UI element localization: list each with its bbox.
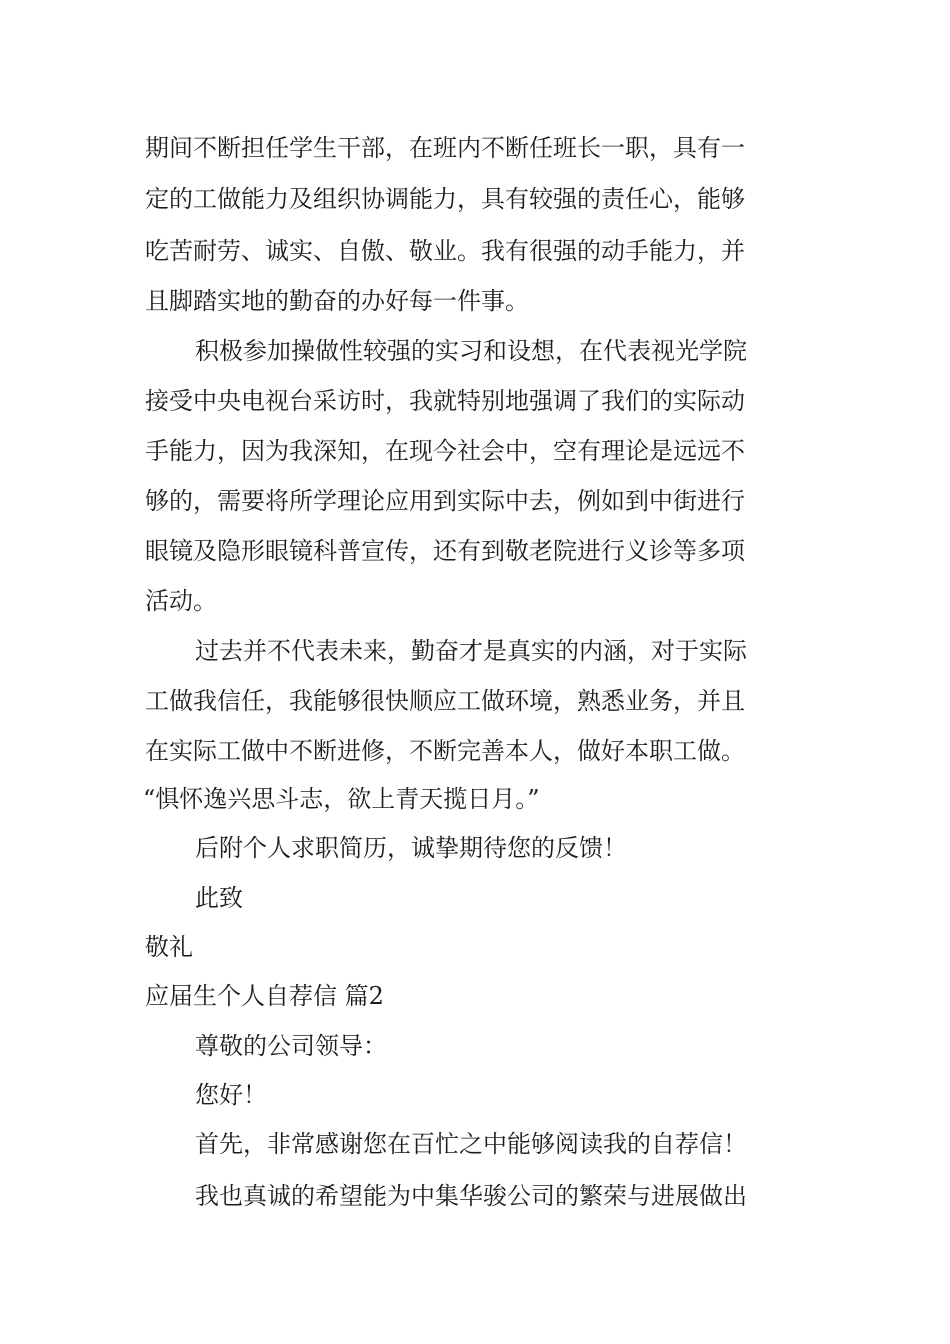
quote-line: “惧怀逸兴思斗志，欲上青天揽日月。” bbox=[143, 785, 540, 813]
paragraph-first-line: 积极参加操做性较强的实习和设想，在代表视光学院 bbox=[195, 337, 747, 365]
text-line: 接受中央电视台采访时，我就特别地强调了我们的实际动 bbox=[145, 387, 745, 415]
closing-line: 后附个人求职简历，诚挚期待您的反馈！ bbox=[195, 834, 627, 862]
text-line: 够的，需要将所学理论应用到实际中去，例如到中街进行 bbox=[145, 487, 745, 515]
paragraph-first-line: 首先，非常感谢您在百忙之中能够阅读我的自荐信！ bbox=[195, 1130, 747, 1158]
text-line: 手能力，因为我深知，在现今社会中，空有理论是远远不 bbox=[145, 437, 745, 465]
text-line: 眼镜及隐形眼镜科普宣传，还有到敬老院进行义诊等多项 bbox=[145, 537, 745, 565]
text-line: 且脚踏实地的勤奋的办好每一件事。 bbox=[145, 287, 529, 315]
text-line: 期间不断担任学生干部，在班内不断任班长一职，具有一 bbox=[145, 134, 745, 162]
text-line: 定的工做能力及组织协调能力，具有较强的责任心，能够 bbox=[145, 185, 745, 213]
text-line: 活动。 bbox=[145, 587, 217, 615]
paragraph-first-line: 我也真诚的希望能为中集华骏公司的繁荣与进展做出 bbox=[195, 1182, 747, 1210]
text-line: 在实际工做中不断进修，不断完善本人，做好本职工做。 bbox=[145, 737, 745, 765]
paragraph-first-line: 过去并不代表未来，勤奋才是真实的内涵，对于实际 bbox=[195, 637, 747, 665]
section-heading: 应届生个人自荐信 篇2 bbox=[145, 982, 384, 1010]
greeting-line: 尊敬的公司领导： bbox=[195, 1032, 387, 1060]
text-line: 吃苦耐劳、诚实、自傲、敬业。我有很强的动手能力，并 bbox=[145, 237, 745, 265]
regards-line: 敬礼 bbox=[145, 933, 193, 961]
salutation-line: 此致 bbox=[195, 884, 243, 912]
greeting-line: 您好！ bbox=[195, 1081, 267, 1109]
text-line: 工做我信任，我能够很快顺应工做环境，熟悉业务，并且 bbox=[145, 687, 745, 715]
